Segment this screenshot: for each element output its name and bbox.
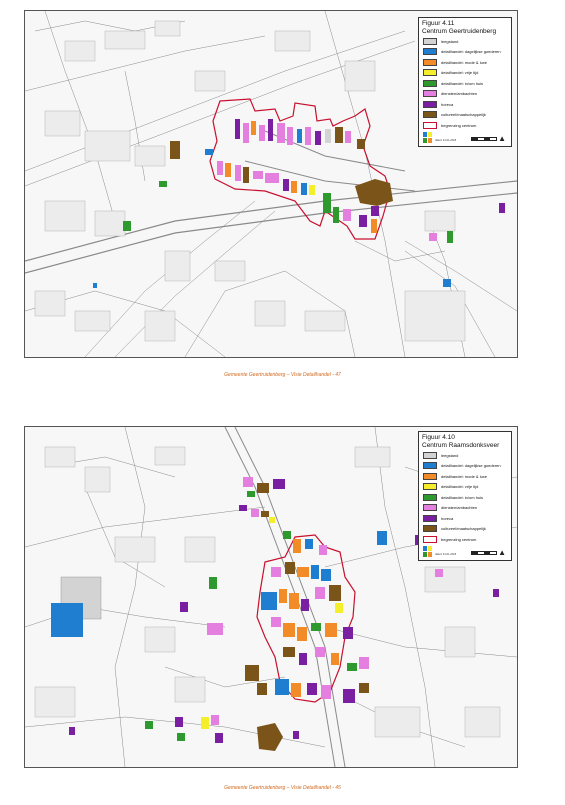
legend-footer: [423, 131, 508, 143]
swatch-in-om-huis: [423, 80, 437, 87]
legend-item-horeca: [419, 513, 511, 524]
parcel-horeca: [293, 731, 299, 739]
parcel-dagelijks: [301, 183, 307, 195]
parcel-diensten: [287, 127, 293, 145]
swatch-dagelijks: [423, 48, 437, 55]
parcel-horeca: [180, 602, 188, 612]
parcel-cultureel: [243, 167, 249, 183]
legend-label: cultureel/maatschappelijk: [441, 112, 486, 118]
parcel-cultureel: [329, 585, 341, 601]
legend-label: detailhandel: dagelijkse goederen: [441, 49, 501, 55]
parcel-diensten: [243, 123, 249, 143]
parcel-dagelijks: [443, 279, 451, 287]
legend-label: detailhandel: in/om huis: [441, 494, 484, 500]
legend-item-cultureel: [419, 524, 511, 535]
parcel-mode: [371, 219, 377, 233]
parcel-dagelijks: [51, 603, 83, 637]
parcel-mode: [325, 623, 337, 637]
parcel-vrije-tijd: [309, 185, 315, 195]
parcel-mode: [283, 623, 295, 637]
parcel-horeca: [215, 733, 223, 743]
swatch-mode: [423, 473, 437, 480]
map-date: datum 31-01-2015: [435, 139, 457, 142]
municipality-logo: [423, 132, 432, 143]
legend-item-dagelijks: [419, 47, 511, 58]
parcel-in-om-huis: [323, 193, 331, 213]
parcel-dagelijks: [205, 149, 213, 155]
parcel-mode: [289, 593, 299, 609]
parcel-diensten: [265, 173, 279, 183]
parcel-diensten: [359, 657, 369, 669]
legend-item-leegstand: [419, 36, 511, 47]
parcel-horeca: [301, 599, 309, 611]
legend-item-vrije-tijd: [419, 482, 511, 493]
parcel-diensten: [435, 569, 443, 577]
legend-label: detailhandel: dagelijkse goederen: [441, 463, 501, 469]
parcel-mode: [291, 181, 297, 193]
legend-label: cultureel/maatschappelijk: [441, 526, 486, 532]
parcel-diensten: [235, 165, 241, 181]
legend-label: detailhandel: mode & luxe: [441, 59, 488, 65]
parcel-diensten: [429, 233, 437, 241]
scale-bar: [471, 551, 497, 555]
legend-item-horeca: [419, 99, 511, 110]
parcel-cultureel: [283, 647, 295, 657]
parcel-dagelijks: [261, 592, 277, 610]
legend-label: begrenzing centrum: [441, 536, 477, 542]
parcel-cultureel: [245, 665, 259, 681]
north-arrow-icon: ▲: [498, 548, 506, 557]
parcel-in-om-huis: [283, 531, 291, 539]
parcel-horeca: [307, 683, 317, 695]
parcel-diensten: [243, 477, 253, 487]
parcel-horeca: [499, 203, 505, 213]
legend-footer: [423, 545, 508, 557]
legend-item-mode: [419, 471, 511, 482]
swatch-mode: [423, 59, 437, 66]
legend-label: diensten/ambachten: [441, 91, 478, 97]
scale-bar: [471, 137, 497, 141]
legend-item-vrije-tijd: [419, 68, 511, 79]
legend-item-diensten: [419, 503, 511, 514]
parcel-horeca: [69, 727, 75, 735]
swatch-vrije-tijd: [423, 483, 437, 490]
parcel-in-om-huis: [447, 231, 453, 243]
legend-label: detailhandel: vrije tijd: [441, 484, 479, 490]
page-caption-1: Gemeente Geertruidenberg – Visie Detailhandel - 47: [224, 372, 341, 378]
legend-item-cultureel: [419, 110, 511, 121]
north-arrow-icon: ▲: [498, 134, 506, 143]
swatch-horeca: [423, 101, 437, 108]
legend-label: detailhandel: mode & luxe: [441, 473, 488, 479]
parcel-in-om-huis: [145, 721, 153, 729]
parcel-in-om-huis: [347, 663, 357, 671]
swatch-in-om-huis: [423, 494, 437, 501]
parcel-diensten: [315, 647, 325, 657]
parcel-dagelijks: [321, 569, 331, 581]
parcel-diensten: [319, 545, 327, 555]
parcel-diensten: [305, 127, 311, 145]
parcel-diensten: [343, 209, 351, 221]
swatch-vrije-tijd: [423, 69, 437, 76]
parcel-mode: [225, 163, 231, 177]
parcel-cultureel: [335, 127, 343, 143]
legend-label: leegstand: [441, 38, 459, 44]
parcel-horeca: [273, 479, 285, 489]
parcel-in-om-huis: [177, 733, 185, 741]
legend-label: begrenzing centrum: [441, 122, 477, 128]
parcel-diensten: [217, 161, 223, 175]
parcel-in-om-huis: [311, 623, 321, 631]
building-outlines: [35, 21, 465, 341]
figure-title: Centrum Geertruidenberg: [422, 27, 497, 35]
legend-item-in-om-huis: [419, 78, 511, 89]
parcel-cultureel: [357, 139, 365, 149]
legend-label: horeca: [441, 101, 454, 107]
legend-item-boundary: [419, 534, 511, 545]
figure-number: Figuur 4.11: [422, 20, 455, 27]
swatch-cultureel: [423, 525, 437, 532]
parcel-horeca: [283, 179, 289, 191]
parcel-mode: [291, 683, 301, 697]
parcel-vrije-tijd: [269, 517, 275, 523]
parcel-in-om-huis: [123, 221, 131, 231]
parcel-dagelijks: [93, 283, 97, 288]
legend-item-in-om-huis: [419, 492, 511, 503]
legend-item-mode: [419, 57, 511, 68]
map-raamsdonksveer[interactable]: [24, 426, 518, 768]
swatch-diensten: [423, 504, 437, 511]
swatch-cultureel: [423, 111, 437, 118]
swatch-dagelijks: [423, 462, 437, 469]
legend-item-leegstand: [419, 450, 511, 461]
legend-label: horeca: [441, 515, 454, 521]
parcel-horeca: [315, 131, 321, 145]
parcel-in-om-huis: [159, 181, 167, 187]
legend-label: leegstand: [441, 452, 459, 458]
legend-title: [419, 432, 511, 450]
parcel-horeca: [235, 119, 240, 139]
parcel-dagelijks: [311, 565, 319, 579]
swatch-horeca: [423, 515, 437, 522]
parcel-cultureel: [257, 723, 283, 751]
parcel-mode: [279, 589, 287, 603]
legend-label: detailhandel: in/om huis: [441, 80, 484, 86]
figure-title: Centrum Raamsdonksveer: [422, 441, 500, 449]
parcel-horeca: [371, 206, 379, 216]
legend-label: detailhandel: vrije tijd: [441, 70, 479, 76]
parcel-mode: [297, 567, 309, 577]
parcel-mode: [297, 627, 307, 641]
parcel-diensten: [211, 715, 219, 725]
parcel-leegstand: [325, 129, 331, 143]
parcel-diensten: [259, 125, 265, 141]
parcel-diensten: [315, 587, 325, 599]
parcel-diensten: [321, 685, 331, 699]
parcel-dagelijks: [377, 531, 387, 545]
swatch-boundary: [423, 122, 437, 129]
legend-item-diensten: [419, 89, 511, 100]
map-date: datum 31-01-2015: [435, 553, 457, 556]
parcel-in-om-huis: [333, 207, 339, 223]
parcel-vrije-tijd: [201, 717, 209, 729]
parcel-horeca: [175, 717, 183, 727]
parcel-diensten: [271, 617, 281, 627]
parcel-vrije-tijd: [335, 603, 343, 613]
parcel-horeca: [343, 627, 353, 639]
legend-label: diensten/ambachten: [441, 505, 478, 511]
parcel-diensten: [277, 123, 285, 143]
parcel-diensten: [253, 171, 263, 179]
parcel-dagelijks: [297, 129, 302, 143]
parcel-in-om-huis: [209, 577, 217, 589]
parcel-cultureel: [261, 511, 269, 517]
parcel-horeca: [299, 653, 307, 665]
swatch-boundary: [423, 536, 437, 543]
parcel-diensten: [345, 131, 351, 143]
parcel-cultureel: [355, 179, 393, 206]
parcel-cultureel: [359, 683, 369, 693]
parcel-horeca: [493, 589, 499, 597]
map-geertruidenberg[interactable]: [24, 10, 518, 358]
parcel-horeca: [268, 119, 273, 141]
figure-number: Figuur 4.10: [422, 434, 455, 441]
legend-raamsdonksveer: [418, 431, 512, 561]
parcel-dagelijks: [305, 539, 313, 549]
parcel-diensten: [271, 567, 281, 577]
swatch-diensten: [423, 90, 437, 97]
parcel-mode: [331, 653, 339, 665]
parcel-diensten: [207, 623, 223, 635]
parcel-mode: [251, 121, 256, 135]
legend-title: [419, 18, 511, 36]
parcel-horeca: [239, 505, 247, 511]
parcel-in-om-huis: [247, 491, 255, 497]
parcel-cultureel: [257, 683, 267, 695]
swatch-leegstand: [423, 452, 437, 459]
municipality-logo: [423, 546, 432, 557]
legend-item-boundary: [419, 120, 511, 131]
parcel-cultureel: [170, 141, 180, 159]
parcel-cultureel: [257, 483, 269, 493]
parcel-dagelijks: [275, 679, 289, 695]
parcel-diensten: [251, 509, 259, 517]
page-caption-2: Gemeente Geertruidenberg – Visie Detailhandel - 45: [224, 785, 341, 791]
legend-geertruidenberg: [418, 17, 512, 147]
parcel-cultureel: [285, 562, 295, 574]
legend-item-dagelijks: [419, 461, 511, 472]
parcel-horeca: [343, 689, 355, 703]
parcel-horeca: [359, 215, 367, 227]
parcel-mode: [293, 539, 301, 553]
swatch-leegstand: [423, 38, 437, 45]
